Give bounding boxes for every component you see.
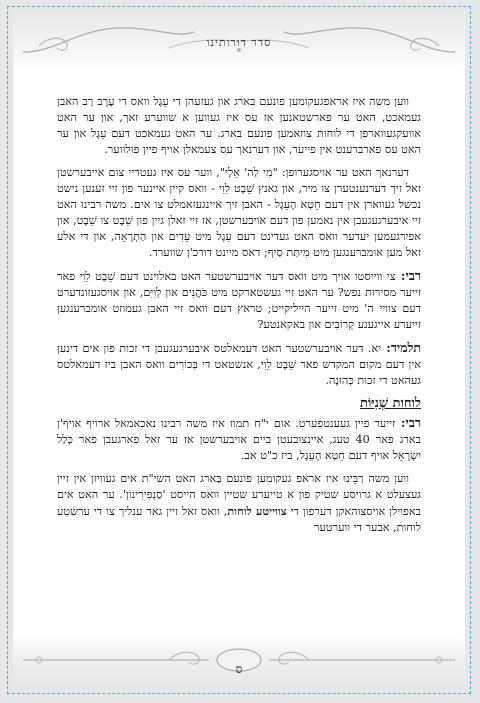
paragraph-text: ווען משה איז אראפגעקומען פונעם בארג און געזעהן די עֵגֶל וואס די עֶרֶב רַב האבן געמאכט, האט ער פארשטאנען אז עס איז געווען א שווערע זאך, און ער האט אוועקגעווארפן די לוחות צוזאמען פונעם בארג. ער האט געמאכט דעם עֵגֶל און ער האט עס פארברענט אין פייער, און דערנאך עס צעמאלן אויף פיין פּוּלווער. xyxy=(57,95,421,156)
running-header-title: סדר דורותינו xyxy=(206,36,272,49)
dialogue-text: יא. דער אויבערשטער האט דעמאלטס איבערגעגעבן די זכות פון אים דינען אין דעם מקום המקדש פאר שֵׁבֶט לֵוִי, אנשטאט די בְּכוֹרִים וואס האבן ביז דעמאלטס געהאט די זכות כְּהוּנָה. xyxy=(57,342,421,387)
page-footer xyxy=(13,636,465,688)
paragraph xyxy=(57,165,421,261)
body-text xyxy=(57,94,421,543)
paragraph xyxy=(57,94,421,158)
page xyxy=(13,12,465,688)
paragraph-text: דערנאך האט ער אויסגערופן: "מִי לַה' אֵלָי", ווער עס איז געטריי צום אייבערשטן זאל זיך דערנענטערן צו מיר, און גאנץ שֵׁבֶט לֵוִי - וואס קיין איינער פון זיי זענען נישט נכשל געווארן אין דעם חֵטְא הָעֵגֶל - האבן זיך איינגעזאמלט צו אים. משה רבינו האט זיי איבערגעגעבן אין נאמען פון דעם אויבערשטן, אז זיי זאלן גיין פון שֵׁבֶט צו שֵׁבֶט, און אפירגעמען יעדער וואס האט געדינט דעם עֵגֶל מיט עֵדִים און הַתְרָאָה, און די אלע זאל מען אומברענגען מיט מִיתַת סַיִף; דאס מיינט דורכ'ן שווערד. xyxy=(57,166,421,259)
speaker-label: רבי xyxy=(405,268,422,283)
dialogue-paragraph xyxy=(57,415,421,464)
dialogue-paragraph xyxy=(57,268,421,333)
dialogue-text: זייער פיין געענטפערט. אום י"ח תמוז איז משה רבינו נאכאמאל ארויף אויף'ן בארג פאר 40 טעג, איינצובעטן ביים אויבערשטן אז ער זאל פארגעבן פאר כְּלַל יִשְׂרָאֵל אויף דעם חֵטְא הָעֵגֶל, ביז כ"ט אב. xyxy=(57,417,421,462)
dialogue-text: צי ווייסטו אויך מיט וואס דער אויבערשטער האט באלוינט דעם שֵׁבֶט לֵוִי פאר זייער מסירות נפש? ער האט זיי געשטארקט מיט כֹּהֲנִים און לְוִיִּם, און אויסגעזונדערט דעם צוויי ה' מיט זייער הייליקייט; טראץ דעם וואס זיי האבן געמוזט אומברענגען זייערע אייגענע קְרוֹבִים און באקאנטע? xyxy=(57,270,421,331)
paragraph-text: ווען משה רַבֵּינוּ איז אראפ געקומען פונעם בַּארג האט השי"ת אים געוויזן אין זיין געצעלט א גרויסע שטיק פון א טייערע שטיין וואס הייסט 'סַנְפִּירִינוֹן'. ער האט אים באפוילן אויסצוהאקן דערפון די xyxy=(57,472,421,518)
section-heading: לוחות שְׁנִיּוֹת xyxy=(360,396,421,411)
dialogue-paragraph xyxy=(57,340,421,389)
speaker-label: רבי xyxy=(405,415,421,430)
speaker-colon: : xyxy=(395,415,406,430)
speaker-colon: : xyxy=(395,268,406,283)
speaker-label: תלמיד xyxy=(390,340,421,355)
speaker-colon: : xyxy=(381,340,391,355)
emphasized-term: צווייטע לוחות xyxy=(227,504,287,518)
page-header xyxy=(13,12,465,74)
paragraph xyxy=(57,471,421,536)
paragraph-text-tail: , וואס זאל זיין גאר ענליך צו די ערשטע לוחות, אבער די ווערטער xyxy=(57,505,421,534)
page-number: ס xyxy=(235,662,243,676)
